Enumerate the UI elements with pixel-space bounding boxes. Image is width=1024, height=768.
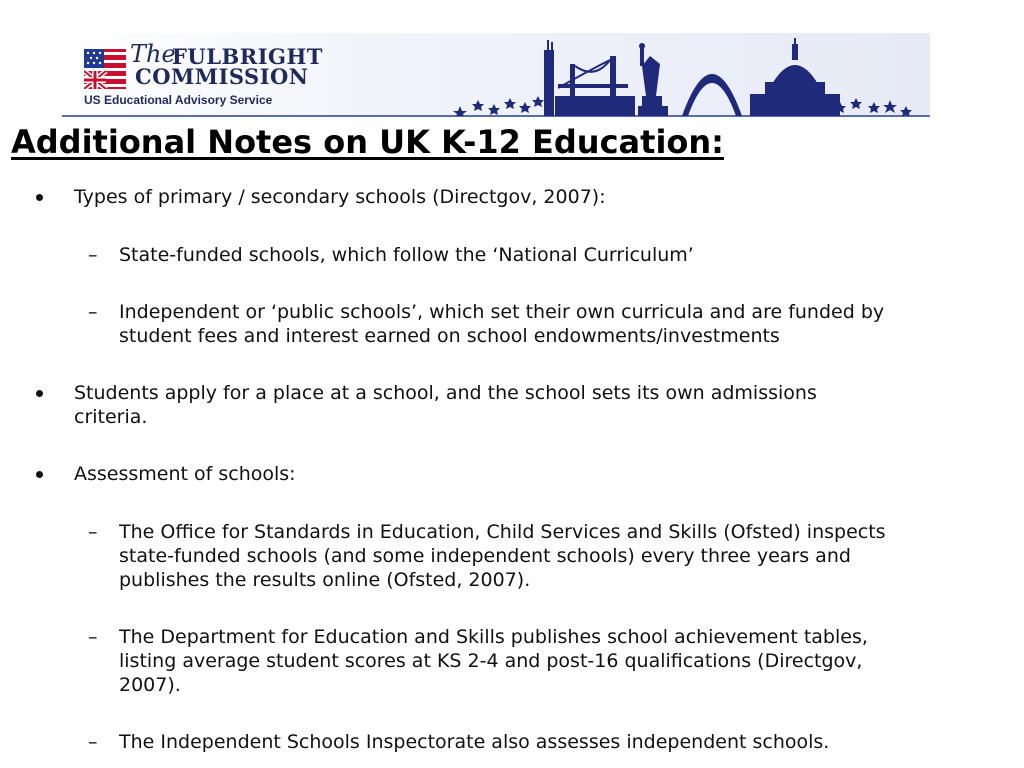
bullet-icon	[36, 194, 43, 201]
subitem-ofsted	[119, 520, 899, 592]
dash-icon: –	[88, 244, 98, 266]
bullet-text: Assessment of schools:	[74, 463, 296, 485]
logo-commission-text: COMMISSION	[135, 64, 309, 89]
union-jack-us-flag-icon	[84, 49, 126, 89]
subitem-text: The Department for Education and Skills publishes school achievement tables, listing average student scores at KS 2-4 and post-16 qualifications (Directgov, 2007).	[119, 626, 868, 696]
dash-icon: –	[88, 731, 98, 753]
dash-icon: –	[88, 301, 98, 323]
subitem-text: The Independent Schools Inspectorate also assesses independent schools.	[119, 731, 830, 753]
bullet-item-school-types	[74, 185, 954, 209]
subitem-isi	[119, 730, 939, 754]
subitem-state-funded	[119, 243, 939, 267]
bullet-text: Types of primary / secondary schools (Directgov, 2007):	[74, 186, 606, 208]
subitem-text: State-funded schools, which follow the ‘National Curriculum’	[119, 244, 694, 266]
subitem-independent	[119, 300, 939, 348]
logo-subtitle: US Educational Advisory Service	[84, 93, 273, 107]
bullet-item-admissions	[74, 381, 874, 429]
dash-icon: –	[88, 626, 98, 648]
us-landmarks-skyline-icon	[450, 36, 920, 116]
subitem-text: The Office for Standards in Education, Child Services and Skills (Ofsted) inspects state-funded schools (and some independent schools) every three years and publishes the results online (Ofsted, 2007).	[119, 521, 886, 591]
logo-the-text: The	[130, 40, 176, 68]
bullet-item-assessment	[74, 462, 954, 486]
subitem-achievement-tables	[119, 625, 919, 697]
bullet-text: Students apply for a place at a school, and the school sets its own admissions criteria.	[74, 382, 817, 428]
subitem-text: Independent or ‘public schools’, which set their own curricula and are funded by student fees and interest earned on school endowments/investments	[119, 301, 885, 347]
dash-icon: –	[88, 521, 98, 543]
bullet-icon	[36, 471, 43, 478]
slide-title: Additional Notes on UK K-12 Education:	[11, 123, 724, 161]
logo-fulbright-text: FULBRIGHT	[172, 44, 323, 69]
bullet-icon	[36, 390, 43, 397]
